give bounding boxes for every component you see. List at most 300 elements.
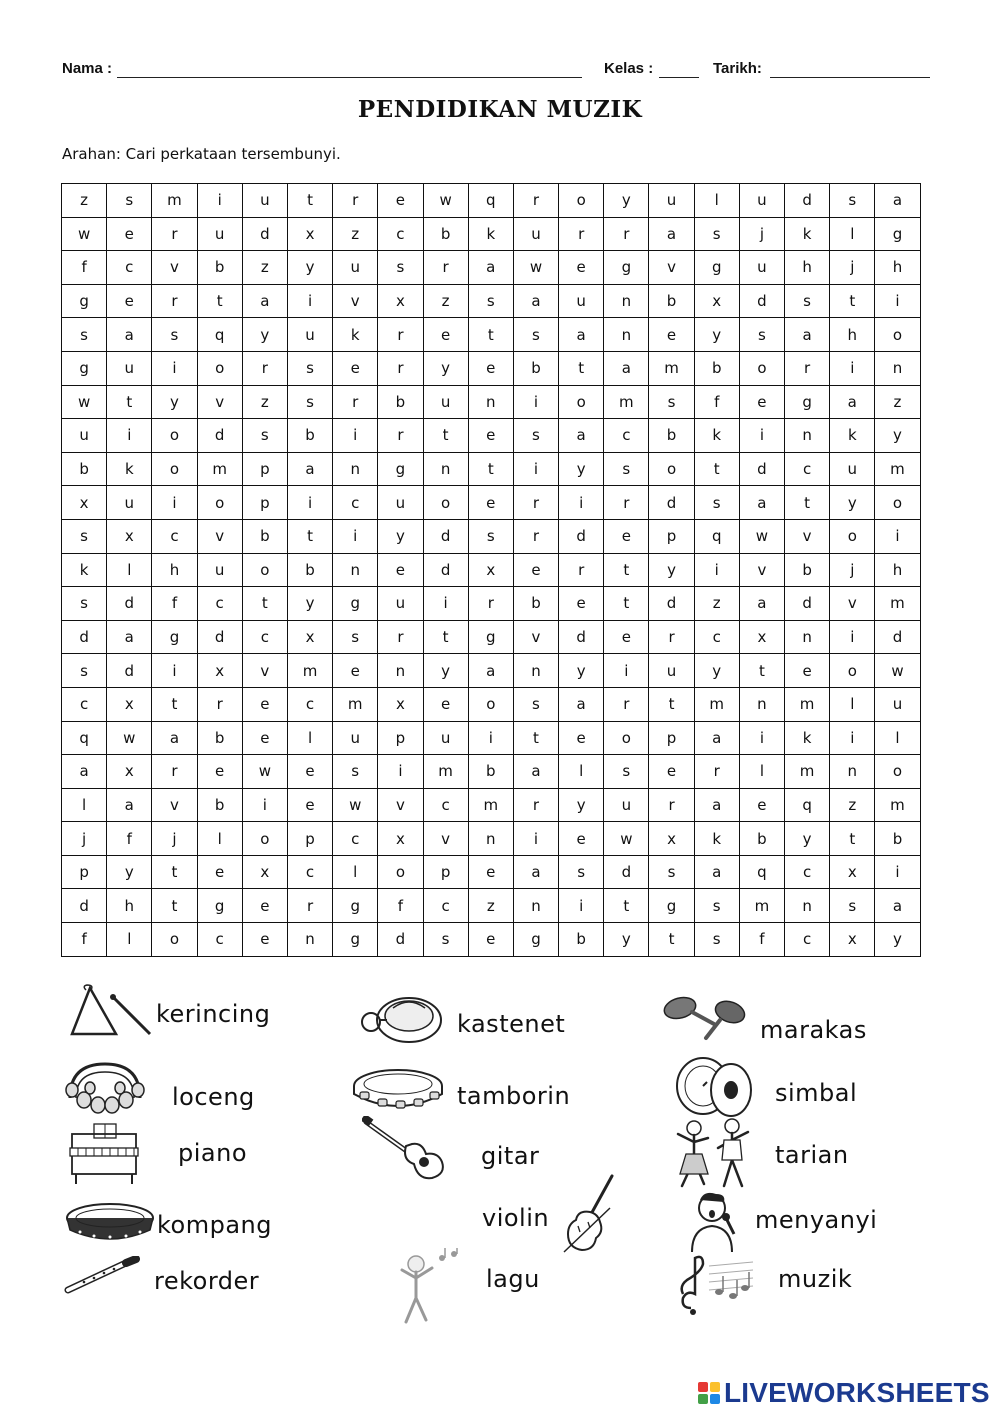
grid-cell[interactable]: z [333, 217, 378, 251]
grid-cell[interactable]: d [62, 889, 107, 923]
grid-cell[interactable]: x [107, 687, 152, 721]
grid-cell[interactable]: d [107, 587, 152, 621]
grid-cell[interactable]: n [785, 419, 830, 453]
grid-cell[interactable]: o [152, 419, 197, 453]
grid-cell[interactable]: q [62, 721, 107, 755]
grid-cell[interactable]: s [739, 318, 784, 352]
grid-cell[interactable]: s [423, 923, 468, 957]
grid-cell[interactable]: v [242, 654, 287, 688]
grid-cell[interactable]: o [152, 452, 197, 486]
grid-cell[interactable]: g [62, 284, 107, 318]
grid-cell[interactable]: i [378, 755, 423, 789]
grid-cell[interactable]: r [423, 251, 468, 285]
grid-cell[interactable]: a [694, 855, 739, 889]
grid-cell[interactable]: s [604, 452, 649, 486]
grid-cell[interactable]: t [468, 452, 513, 486]
grid-cell[interactable]: e [785, 654, 830, 688]
grid-cell[interactable]: u [604, 788, 649, 822]
grid-cell[interactable]: g [649, 889, 694, 923]
grid-cell[interactable]: y [604, 184, 649, 218]
grid-cell[interactable]: z [875, 385, 920, 419]
grid-cell[interactable]: m [694, 687, 739, 721]
grid-cell[interactable]: y [242, 318, 287, 352]
grid-cell[interactable]: d [559, 519, 604, 553]
grid-cell[interactable]: y [559, 452, 604, 486]
grid-cell[interactable]: i [287, 284, 332, 318]
grid-cell[interactable]: u [559, 284, 604, 318]
grid-cell[interactable]: t [604, 889, 649, 923]
grid-cell[interactable]: a [649, 217, 694, 251]
grid-cell[interactable]: w [107, 721, 152, 755]
grid-cell[interactable]: t [287, 519, 332, 553]
grid-cell[interactable]: t [152, 855, 197, 889]
name-field[interactable] [117, 77, 582, 78]
grid-cell[interactable]: g [513, 923, 558, 957]
grid-cell[interactable]: k [468, 217, 513, 251]
grid-cell[interactable]: u [423, 721, 468, 755]
grid-cell[interactable]: h [830, 318, 875, 352]
grid-cell[interactable]: a [287, 452, 332, 486]
grid-cell[interactable]: q [197, 318, 242, 352]
grid-cell[interactable]: g [152, 620, 197, 654]
grid-cell[interactable]: w [875, 654, 920, 688]
grid-cell[interactable]: s [62, 587, 107, 621]
grid-cell[interactable]: r [604, 217, 649, 251]
grid-cell[interactable]: k [785, 721, 830, 755]
grid-cell[interactable]: f [152, 587, 197, 621]
grid-cell[interactable]: w [604, 822, 649, 856]
grid-cell[interactable]: y [287, 251, 332, 285]
grid-cell[interactable]: g [694, 251, 739, 285]
grid-cell[interactable]: i [739, 721, 784, 755]
grid-cell[interactable]: a [604, 351, 649, 385]
grid-cell[interactable]: o [197, 351, 242, 385]
grid-cell[interactable]: i [333, 519, 378, 553]
grid-cell[interactable]: m [649, 351, 694, 385]
grid-cell[interactable]: q [739, 855, 784, 889]
grid-cell[interactable]: w [62, 385, 107, 419]
grid-cell[interactable]: i [152, 486, 197, 520]
grid-cell[interactable]: e [468, 419, 513, 453]
grid-cell[interactable]: c [62, 687, 107, 721]
grid-cell[interactable]: w [62, 217, 107, 251]
grid-cell[interactable]: g [197, 889, 242, 923]
grid-cell[interactable]: k [62, 553, 107, 587]
grid-cell[interactable]: t [649, 687, 694, 721]
grid-cell[interactable]: t [513, 721, 558, 755]
grid-cell[interactable]: i [513, 822, 558, 856]
grid-cell[interactable]: s [242, 419, 287, 453]
grid-cell[interactable]: r [785, 351, 830, 385]
grid-cell[interactable]: r [378, 318, 423, 352]
grid-cell[interactable]: d [62, 620, 107, 654]
grid-cell[interactable]: r [378, 620, 423, 654]
grid-cell[interactable]: v [333, 284, 378, 318]
grid-cell[interactable]: k [830, 419, 875, 453]
grid-cell[interactable]: p [378, 721, 423, 755]
grid-cell[interactable]: t [242, 587, 287, 621]
grid-cell[interactable]: t [559, 351, 604, 385]
grid-cell[interactable]: v [739, 553, 784, 587]
grid-cell[interactable]: t [604, 587, 649, 621]
grid-cell[interactable]: a [152, 721, 197, 755]
grid-cell[interactable]: c [785, 923, 830, 957]
grid-cell[interactable]: x [287, 217, 332, 251]
grid-cell[interactable]: i [242, 788, 287, 822]
grid-cell[interactable]: u [107, 351, 152, 385]
grid-cell[interactable]: s [62, 654, 107, 688]
grid-cell[interactable]: z [242, 251, 287, 285]
grid-cell[interactable]: e [468, 486, 513, 520]
grid-cell[interactable]: b [197, 788, 242, 822]
grid-cell[interactable]: y [649, 553, 694, 587]
grid-cell[interactable]: b [649, 284, 694, 318]
grid-cell[interactable]: e [423, 687, 468, 721]
grid-cell[interactable]: o [830, 519, 875, 553]
grid-cell[interactable]: d [423, 553, 468, 587]
grid-cell[interactable]: i [875, 284, 920, 318]
grid-cell[interactable]: s [559, 855, 604, 889]
grid-cell[interactable]: c [107, 251, 152, 285]
grid-cell[interactable]: u [378, 587, 423, 621]
grid-cell[interactable]: m [875, 788, 920, 822]
grid-cell[interactable]: r [649, 620, 694, 654]
grid-cell[interactable]: w [333, 788, 378, 822]
grid-cell[interactable]: y [559, 654, 604, 688]
grid-cell[interactable]: v [513, 620, 558, 654]
grid-cell[interactable]: u [649, 184, 694, 218]
grid-cell[interactable]: o [875, 486, 920, 520]
grid-cell[interactable]: n [785, 889, 830, 923]
grid-cell[interactable]: r [197, 687, 242, 721]
grid-cell[interactable]: b [694, 351, 739, 385]
grid-cell[interactable]: e [242, 889, 287, 923]
grid-cell[interactable]: h [875, 251, 920, 285]
grid-cell[interactable]: y [875, 419, 920, 453]
grid-cell[interactable]: a [513, 755, 558, 789]
grid-cell[interactable]: k [694, 419, 739, 453]
grid-cell[interactable]: t [830, 284, 875, 318]
grid-cell[interactable]: o [559, 385, 604, 419]
grid-cell[interactable]: e [604, 620, 649, 654]
grid-cell[interactable]: s [378, 251, 423, 285]
grid-cell[interactable]: h [875, 553, 920, 587]
grid-cell[interactable]: i [107, 419, 152, 453]
grid-cell[interactable]: i [468, 721, 513, 755]
grid-cell[interactable]: g [785, 385, 830, 419]
grid-cell[interactable]: a [739, 486, 784, 520]
grid-cell[interactable]: u [333, 721, 378, 755]
grid-cell[interactable]: m [875, 452, 920, 486]
grid-cell[interactable]: x [378, 687, 423, 721]
grid-cell[interactable]: m [468, 788, 513, 822]
grid-cell[interactable]: f [694, 385, 739, 419]
grid-cell[interactable]: u [739, 184, 784, 218]
grid-cell[interactable]: y [830, 486, 875, 520]
grid-cell[interactable]: b [197, 721, 242, 755]
grid-cell[interactable]: l [107, 553, 152, 587]
grid-cell[interactable]: c [423, 788, 468, 822]
grid-cell[interactable]: c [785, 452, 830, 486]
grid-cell[interactable]: u [242, 184, 287, 218]
grid-cell[interactable]: s [513, 318, 558, 352]
grid-cell[interactable]: b [513, 351, 558, 385]
grid-cell[interactable]: a [739, 587, 784, 621]
grid-cell[interactable]: m [604, 385, 649, 419]
grid-cell[interactable]: s [694, 217, 739, 251]
grid-cell[interactable]: n [468, 385, 513, 419]
grid-cell[interactable]: d [423, 519, 468, 553]
grid-cell[interactable]: i [875, 855, 920, 889]
grid-cell[interactable]: e [107, 284, 152, 318]
grid-cell[interactable]: r [333, 385, 378, 419]
grid-cell[interactable]: r [694, 755, 739, 789]
grid-cell[interactable]: g [468, 620, 513, 654]
grid-cell[interactable]: a [559, 687, 604, 721]
grid-cell[interactable]: i [152, 654, 197, 688]
grid-cell[interactable]: t [287, 184, 332, 218]
grid-cell[interactable]: x [62, 486, 107, 520]
grid-cell[interactable]: w [513, 251, 558, 285]
grid-cell[interactable]: m [785, 755, 830, 789]
grid-cell[interactable]: e [423, 318, 468, 352]
grid-cell[interactable]: l [197, 822, 242, 856]
grid-cell[interactable]: l [739, 755, 784, 789]
grid-cell[interactable]: n [513, 889, 558, 923]
grid-cell[interactable]: s [694, 889, 739, 923]
grid-cell[interactable]: e [378, 184, 423, 218]
grid-cell[interactable]: s [62, 519, 107, 553]
grid-cell[interactable]: r [559, 217, 604, 251]
grid-cell[interactable]: c [423, 889, 468, 923]
grid-cell[interactable]: y [875, 923, 920, 957]
grid-cell[interactable]: d [649, 486, 694, 520]
grid-cell[interactable]: g [62, 351, 107, 385]
grid-cell[interactable]: q [785, 788, 830, 822]
grid-cell[interactable]: a [830, 385, 875, 419]
grid-cell[interactable]: b [197, 251, 242, 285]
grid-cell[interactable]: o [152, 923, 197, 957]
grid-cell[interactable]: c [694, 620, 739, 654]
grid-cell[interactable]: i [152, 351, 197, 385]
grid-cell[interactable]: d [107, 654, 152, 688]
grid-cell[interactable]: b [739, 822, 784, 856]
grid-cell[interactable]: n [423, 452, 468, 486]
grid-cell[interactable]: s [649, 385, 694, 419]
grid-cell[interactable]: c [152, 519, 197, 553]
grid-cell[interactable]: i [513, 385, 558, 419]
grid-cell[interactable]: r [513, 486, 558, 520]
grid-cell[interactable]: e [468, 923, 513, 957]
grid-cell[interactable]: s [287, 385, 332, 419]
grid-cell[interactable]: i [423, 587, 468, 621]
grid-cell[interactable]: g [378, 452, 423, 486]
grid-cell[interactable]: v [152, 788, 197, 822]
grid-cell[interactable]: u [197, 553, 242, 587]
grid-cell[interactable]: i [559, 486, 604, 520]
grid-cell[interactable]: d [649, 587, 694, 621]
grid-cell[interactable]: x [197, 654, 242, 688]
class-field[interactable] [659, 77, 699, 78]
grid-cell[interactable]: b [649, 419, 694, 453]
grid-cell[interactable]: e [468, 351, 513, 385]
grid-cell[interactable]: t [649, 923, 694, 957]
grid-cell[interactable]: v [830, 587, 875, 621]
grid-cell[interactable]: b [875, 822, 920, 856]
grid-cell[interactable]: r [604, 687, 649, 721]
grid-cell[interactable]: y [152, 385, 197, 419]
grid-cell[interactable]: v [197, 385, 242, 419]
grid-cell[interactable]: y [423, 654, 468, 688]
grid-cell[interactable]: k [107, 452, 152, 486]
grid-cell[interactable]: e [107, 217, 152, 251]
grid-cell[interactable]: u [830, 452, 875, 486]
grid-cell[interactable]: x [739, 620, 784, 654]
grid-cell[interactable]: t [694, 452, 739, 486]
grid-cell[interactable]: n [468, 822, 513, 856]
grid-cell[interactable]: p [62, 855, 107, 889]
grid-cell[interactable]: i [694, 553, 739, 587]
grid-cell[interactable]: n [333, 452, 378, 486]
grid-cell[interactable]: z [694, 587, 739, 621]
grid-cell[interactable]: o [830, 654, 875, 688]
grid-cell[interactable]: e [242, 923, 287, 957]
grid-cell[interactable]: s [152, 318, 197, 352]
grid-cell[interactable]: b [559, 923, 604, 957]
grid-cell[interactable]: o [649, 452, 694, 486]
grid-cell[interactable]: m [423, 755, 468, 789]
grid-cell[interactable]: v [785, 519, 830, 553]
grid-cell[interactable]: n [287, 923, 332, 957]
grid-cell[interactable]: y [423, 351, 468, 385]
grid-cell[interactable]: l [107, 923, 152, 957]
grid-cell[interactable]: x [378, 822, 423, 856]
grid-cell[interactable]: e [242, 721, 287, 755]
grid-cell[interactable]: l [830, 217, 875, 251]
grid-cell[interactable]: o [197, 486, 242, 520]
grid-cell[interactable]: d [559, 620, 604, 654]
grid-cell[interactable]: v [423, 822, 468, 856]
grid-cell[interactable]: x [830, 923, 875, 957]
grid-cell[interactable]: t [604, 553, 649, 587]
grid-cell[interactable]: o [423, 486, 468, 520]
grid-cell[interactable]: y [694, 318, 739, 352]
grid-cell[interactable]: s [333, 755, 378, 789]
grid-cell[interactable]: f [62, 923, 107, 957]
grid-cell[interactable]: u [875, 687, 920, 721]
grid-cell[interactable]: u [423, 385, 468, 419]
grid-cell[interactable]: i [830, 351, 875, 385]
grid-cell[interactable]: g [333, 889, 378, 923]
grid-cell[interactable]: a [468, 654, 513, 688]
grid-cell[interactable]: v [378, 788, 423, 822]
grid-cell[interactable]: a [785, 318, 830, 352]
grid-cell[interactable]: e [649, 318, 694, 352]
grid-cell[interactable]: j [739, 217, 784, 251]
grid-cell[interactable]: i [287, 486, 332, 520]
grid-cell[interactable]: s [468, 284, 513, 318]
grid-cell[interactable]: x [242, 855, 287, 889]
grid-cell[interactable]: s [694, 486, 739, 520]
grid-cell[interactable]: o [242, 822, 287, 856]
grid-cell[interactable]: n [739, 687, 784, 721]
grid-cell[interactable]: i [513, 452, 558, 486]
grid-cell[interactable]: a [694, 788, 739, 822]
grid-cell[interactable]: c [333, 486, 378, 520]
grid-cell[interactable]: q [694, 519, 739, 553]
grid-cell[interactable]: y [559, 788, 604, 822]
grid-cell[interactable]: b [468, 755, 513, 789]
grid-cell[interactable]: e [649, 755, 694, 789]
grid-cell[interactable]: e [378, 553, 423, 587]
grid-cell[interactable]: d [785, 587, 830, 621]
grid-cell[interactable]: g [875, 217, 920, 251]
grid-cell[interactable]: a [513, 855, 558, 889]
grid-cell[interactable]: m [287, 654, 332, 688]
grid-cell[interactable]: u [649, 654, 694, 688]
grid-cell[interactable]: e [559, 251, 604, 285]
grid-cell[interactable]: a [107, 620, 152, 654]
grid-cell[interactable]: w [242, 755, 287, 789]
grid-cell[interactable]: t [152, 889, 197, 923]
grid-cell[interactable]: b [62, 452, 107, 486]
grid-cell[interactable]: x [378, 284, 423, 318]
grid-cell[interactable]: d [378, 923, 423, 957]
grid-cell[interactable]: n [875, 351, 920, 385]
grid-cell[interactable]: n [513, 654, 558, 688]
grid-cell[interactable]: o [875, 755, 920, 789]
grid-cell[interactable]: y [604, 923, 649, 957]
grid-cell[interactable]: m [152, 184, 197, 218]
grid-cell[interactable]: n [830, 755, 875, 789]
grid-cell[interactable]: m [875, 587, 920, 621]
grid-cell[interactable]: r [559, 553, 604, 587]
grid-cell[interactable]: y [287, 587, 332, 621]
grid-cell[interactable]: s [785, 284, 830, 318]
grid-cell[interactable]: c [287, 687, 332, 721]
grid-cell[interactable]: r [649, 788, 694, 822]
grid-cell[interactable]: o [468, 687, 513, 721]
grid-cell[interactable]: d [197, 419, 242, 453]
grid-cell[interactable]: i [604, 654, 649, 688]
grid-cell[interactable]: m [785, 687, 830, 721]
grid-cell[interactable]: y [785, 822, 830, 856]
grid-cell[interactable]: r [513, 519, 558, 553]
grid-cell[interactable]: f [62, 251, 107, 285]
grid-cell[interactable]: b [287, 553, 332, 587]
grid-cell[interactable]: t [785, 486, 830, 520]
grid-cell[interactable]: e [468, 855, 513, 889]
grid-cell[interactable]: m [333, 687, 378, 721]
grid-cell[interactable]: c [333, 822, 378, 856]
grid-cell[interactable]: i [830, 721, 875, 755]
grid-cell[interactable]: i [830, 620, 875, 654]
grid-cell[interactable]: e [242, 687, 287, 721]
grid-cell[interactable]: d [739, 452, 784, 486]
grid-cell[interactable]: j [62, 822, 107, 856]
grid-cell[interactable]: f [739, 923, 784, 957]
grid-cell[interactable]: s [513, 419, 558, 453]
grid-cell[interactable]: v [197, 519, 242, 553]
grid-cell[interactable]: n [604, 284, 649, 318]
grid-cell[interactable]: u [378, 486, 423, 520]
grid-cell[interactable]: s [604, 755, 649, 789]
grid-cell[interactable]: b [287, 419, 332, 453]
grid-cell[interactable]: n [333, 553, 378, 587]
grid-cell[interactable]: z [423, 284, 468, 318]
grid-cell[interactable]: s [468, 519, 513, 553]
grid-cell[interactable]: x [107, 519, 152, 553]
